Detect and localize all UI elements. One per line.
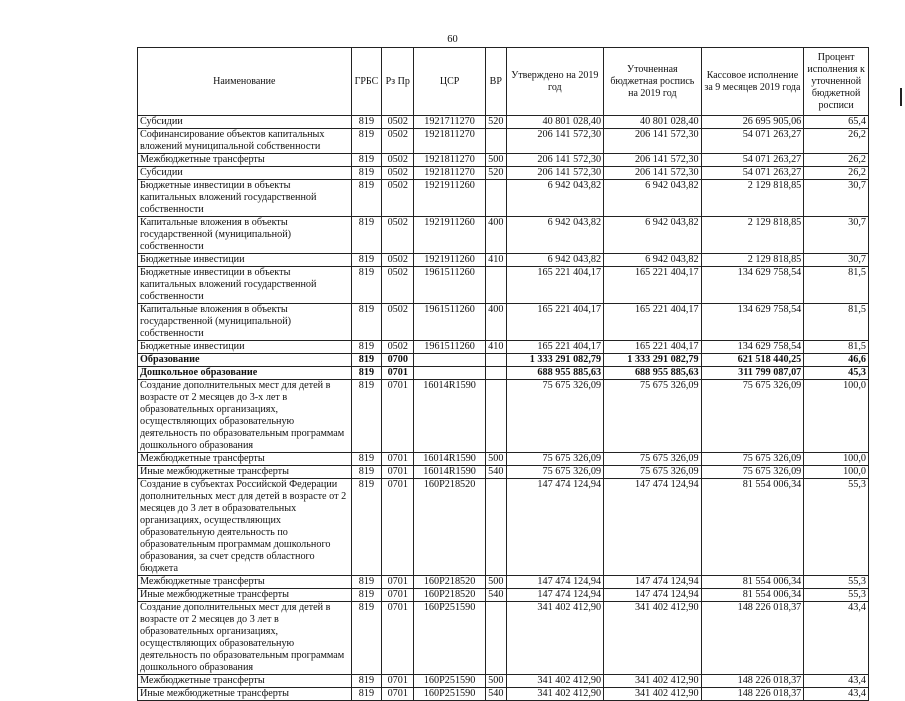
cell-percent: 43,4 [804, 602, 869, 675]
cell-percent: 100,0 [804, 466, 869, 479]
cell-name: Субсидии [138, 116, 352, 129]
cell-approved: 165 221 404,17 [506, 304, 604, 341]
cell-vr [486, 479, 507, 576]
cell-grbs: 819 [351, 453, 382, 466]
cell-csr: 1921811270 [414, 167, 486, 180]
cell-name: Капитальные вложения в объекты государственной (муниципальной) собственности [138, 217, 352, 254]
table-row [138, 116, 869, 129]
cell-rzpr: 0700 [382, 354, 414, 367]
cell-grbs: 819 [351, 380, 382, 453]
cell-approved: 1 333 291 082,79 [506, 354, 604, 367]
cell-vr [486, 129, 507, 154]
cell-approved: 206 141 572,30 [506, 154, 604, 167]
cell-refined: 165 221 404,17 [604, 267, 702, 304]
cell-refined: 40 801 028,40 [604, 116, 702, 129]
cell-approved: 6 942 043,82 [506, 180, 604, 217]
cell-cash: 54 071 263,27 [701, 167, 804, 180]
page-number: 60 [447, 34, 458, 45]
cell-grbs: 819 [351, 217, 382, 254]
cell-refined: 165 221 404,17 [604, 341, 702, 354]
table-header [138, 48, 869, 116]
cell-name: Бюджетные инвестиции в объекты капитальных вложений государственной собственности [138, 267, 352, 304]
cell-grbs: 819 [351, 688, 382, 701]
table-body [138, 116, 869, 701]
cell-vr: 500 [486, 453, 507, 466]
cell-rzpr: 0502 [382, 217, 414, 254]
cell-approved: 341 402 412,90 [506, 688, 604, 701]
cell-rzpr: 0701 [382, 589, 414, 602]
cell-vr: 410 [486, 341, 507, 354]
cell-grbs: 819 [351, 304, 382, 341]
cell-vr: 500 [486, 675, 507, 688]
cell-csr: 160P218520 [414, 589, 486, 602]
cell-csr: 1921911260 [414, 254, 486, 267]
cell-name: Создание дополнительных мест для детей в возрасте от 2 месяцев до 3-х лет в образовательных организациях, осуществляющих образовательную деятельность по образовательным программам дошкольного образования [138, 380, 352, 453]
cell-percent: 45,3 [804, 367, 869, 380]
cell-csr: 160P251590 [414, 675, 486, 688]
cell-name: Иные межбюджетные трансферты [138, 589, 352, 602]
table-row [138, 217, 869, 254]
cell-grbs: 819 [351, 180, 382, 217]
cell-approved: 75 675 326,09 [506, 453, 604, 466]
cell-vr: 520 [486, 167, 507, 180]
cell-vr: 520 [486, 116, 507, 129]
cell-cash: 54 071 263,27 [701, 129, 804, 154]
cell-approved: 165 221 404,17 [506, 341, 604, 354]
table-row [138, 167, 869, 180]
cell-approved: 147 474 124,94 [506, 589, 604, 602]
table-row [138, 688, 869, 701]
cell-approved: 147 474 124,94 [506, 576, 604, 589]
cell-cash: 148 226 018,37 [701, 675, 804, 688]
cell-percent: 43,4 [804, 675, 869, 688]
col-header-approved: Утверждено на 2019 год [506, 48, 604, 116]
cell-refined: 165 221 404,17 [604, 304, 702, 341]
table-row [138, 129, 869, 154]
cell-cash: 81 554 006,34 [701, 589, 804, 602]
cell-name: Бюджетные инвестиции в объекты капитальных вложений государственной собственности [138, 180, 352, 217]
cell-name: Межбюджетные трансферты [138, 453, 352, 466]
cell-csr: 160P218520 [414, 576, 486, 589]
cell-percent: 26,2 [804, 129, 869, 154]
cell-name: Иные межбюджетные трансферты [138, 466, 352, 479]
cell-vr: 540 [486, 589, 507, 602]
cell-refined: 206 141 572,30 [604, 167, 702, 180]
cell-csr: 16014R1590 [414, 466, 486, 479]
cell-csr: 1921811270 [414, 129, 486, 154]
cell-vr [486, 267, 507, 304]
table-row [138, 254, 869, 267]
table-row [138, 453, 869, 466]
col-header-cash: Кассовое исполнение за 9 месяцев 2019 года [701, 48, 804, 116]
cell-approved: 341 402 412,90 [506, 675, 604, 688]
cell-refined: 6 942 043,82 [604, 254, 702, 267]
cell-name: Межбюджетные трансферты [138, 154, 352, 167]
cell-percent: 30,7 [804, 254, 869, 267]
cell-rzpr: 0502 [382, 129, 414, 154]
cell-cash: 134 629 758,54 [701, 267, 804, 304]
cell-cash: 148 226 018,37 [701, 602, 804, 675]
cell-vr: 540 [486, 688, 507, 701]
cell-rzpr: 0701 [382, 380, 414, 453]
cell-approved: 40 801 028,40 [506, 116, 604, 129]
table-row [138, 367, 869, 380]
cell-csr: 160P218520 [414, 479, 486, 576]
cell-grbs: 819 [351, 341, 382, 354]
cell-vr [486, 367, 507, 380]
cell-refined: 341 402 412,90 [604, 688, 702, 701]
cell-vr: 540 [486, 466, 507, 479]
cell-rzpr: 0701 [382, 367, 414, 380]
cell-refined: 206 141 572,30 [604, 129, 702, 154]
cell-name: Бюджетные инвестиции [138, 341, 352, 354]
cell-refined: 147 474 124,94 [604, 576, 702, 589]
col-header-csr: ЦСР [414, 48, 486, 116]
cell-percent: 100,0 [804, 453, 869, 466]
table-row [138, 380, 869, 453]
table-row [138, 304, 869, 341]
cell-csr [414, 367, 486, 380]
table-row [138, 180, 869, 217]
cell-approved: 147 474 124,94 [506, 479, 604, 576]
cell-approved: 6 942 043,82 [506, 217, 604, 254]
cell-name: Межбюджетные трансферты [138, 576, 352, 589]
cell-approved: 341 402 412,90 [506, 602, 604, 675]
cell-grbs: 819 [351, 675, 382, 688]
cell-refined: 75 675 326,09 [604, 380, 702, 453]
cell-rzpr: 0502 [382, 154, 414, 167]
cell-cash: 621 518 440,25 [701, 354, 804, 367]
cell-grbs: 819 [351, 116, 382, 129]
cell-percent: 30,7 [804, 217, 869, 254]
cell-rzpr: 0502 [382, 180, 414, 217]
cell-cash: 311 799 087,07 [701, 367, 804, 380]
cell-percent: 55,3 [804, 479, 869, 576]
cell-cash: 75 675 326,09 [701, 453, 804, 466]
cell-percent: 55,3 [804, 589, 869, 602]
cell-refined: 1 333 291 082,79 [604, 354, 702, 367]
cell-refined: 688 955 885,63 [604, 367, 702, 380]
cell-grbs: 819 [351, 267, 382, 304]
cell-cash: 75 675 326,09 [701, 466, 804, 479]
cell-refined: 75 675 326,09 [604, 466, 702, 479]
cell-rzpr: 0701 [382, 602, 414, 675]
table-row [138, 589, 869, 602]
cell-approved: 206 141 572,30 [506, 129, 604, 154]
cell-approved: 165 221 404,17 [506, 267, 604, 304]
cell-refined: 6 942 043,82 [604, 217, 702, 254]
cell-csr: 1921811270 [414, 154, 486, 167]
cell-cash: 148 226 018,37 [701, 688, 804, 701]
cell-rzpr: 0701 [382, 479, 414, 576]
cell-grbs: 819 [351, 167, 382, 180]
cell-percent: 43,4 [804, 688, 869, 701]
cell-percent: 55,3 [804, 576, 869, 589]
cell-cash: 2 129 818,85 [701, 217, 804, 254]
cell-grbs: 819 [351, 354, 382, 367]
cell-cash: 2 129 818,85 [701, 180, 804, 217]
cell-cash: 75 675 326,09 [701, 380, 804, 453]
cell-cash: 134 629 758,54 [701, 304, 804, 341]
table-row [138, 479, 869, 576]
col-header-rzpr: Рз Пр [382, 48, 414, 116]
cell-csr: 1961511260 [414, 341, 486, 354]
cell-csr: 1921711270 [414, 116, 486, 129]
cell-name: Субсидии [138, 167, 352, 180]
budget-table [137, 47, 869, 701]
col-header-grbs: ГРБС [351, 48, 382, 116]
cell-percent: 81,5 [804, 267, 869, 304]
cell-percent: 26,2 [804, 154, 869, 167]
cell-refined: 147 474 124,94 [604, 479, 702, 576]
cell-refined: 75 675 326,09 [604, 453, 702, 466]
cell-refined: 341 402 412,90 [604, 675, 702, 688]
cell-csr: 16014R1590 [414, 380, 486, 453]
cell-grbs: 819 [351, 602, 382, 675]
cell-name: Создание дополнительных мест для детей в возрасте от 2 месяцев до 3 лет в образовательных организациях, осуществляющих образовательную деятельность по образовательным программам дошкольного образования [138, 602, 352, 675]
cell-csr: 1961511260 [414, 267, 486, 304]
cell-grbs: 819 [351, 466, 382, 479]
cell-percent: 81,5 [804, 304, 869, 341]
cell-cash: 26 695 905,06 [701, 116, 804, 129]
cell-rzpr: 0701 [382, 675, 414, 688]
cell-vr: 400 [486, 217, 507, 254]
cell-vr [486, 180, 507, 217]
table-row [138, 354, 869, 367]
cell-vr: 500 [486, 154, 507, 167]
cell-csr: 160P251590 [414, 688, 486, 701]
cell-grbs: 819 [351, 367, 382, 380]
cell-name: Образование [138, 354, 352, 367]
cell-rzpr: 0502 [382, 341, 414, 354]
cell-rzpr: 0502 [382, 167, 414, 180]
cell-grbs: 819 [351, 576, 382, 589]
col-header-percent: Процент исполнения к уточненной бюджетной росписи [804, 48, 869, 116]
cell-rzpr: 0701 [382, 466, 414, 479]
col-header-refined: Уточненная бюджетная роспись на 2019 год [604, 48, 702, 116]
cell-refined: 341 402 412,90 [604, 602, 702, 675]
cell-percent: 46,6 [804, 354, 869, 367]
table-row [138, 154, 869, 167]
table-row [138, 267, 869, 304]
cell-cash: 2 129 818,85 [701, 254, 804, 267]
cell-vr [486, 602, 507, 675]
col-header-vr: ВР [486, 48, 507, 116]
cell-vr [486, 354, 507, 367]
cell-name: Дошкольное образование [138, 367, 352, 380]
cell-refined: 6 942 043,82 [604, 180, 702, 217]
cell-grbs: 819 [351, 254, 382, 267]
table-row [138, 576, 869, 589]
cell-approved: 688 955 885,63 [506, 367, 604, 380]
cell-csr [414, 354, 486, 367]
cell-approved: 75 675 326,09 [506, 380, 604, 453]
cell-rzpr: 0502 [382, 254, 414, 267]
table-row [138, 602, 869, 675]
scan-edge-mark [900, 88, 902, 106]
cell-name: Софинансирование объектов капитальных вложений муниципальной собственности [138, 129, 352, 154]
cell-percent: 30,7 [804, 180, 869, 217]
cell-percent: 100,0 [804, 380, 869, 453]
cell-grbs: 819 [351, 589, 382, 602]
cell-vr: 500 [486, 576, 507, 589]
cell-percent: 81,5 [804, 341, 869, 354]
cell-cash: 81 554 006,34 [701, 576, 804, 589]
cell-approved: 6 942 043,82 [506, 254, 604, 267]
cell-approved: 206 141 572,30 [506, 167, 604, 180]
cell-vr: 410 [486, 254, 507, 267]
cell-name: Бюджетные инвестиции [138, 254, 352, 267]
cell-rzpr: 0502 [382, 267, 414, 304]
cell-cash: 134 629 758,54 [701, 341, 804, 354]
cell-csr: 16014R1590 [414, 453, 486, 466]
cell-percent: 26,2 [804, 167, 869, 180]
cell-refined: 147 474 124,94 [604, 589, 702, 602]
cell-refined: 206 141 572,30 [604, 154, 702, 167]
cell-rzpr: 0502 [382, 304, 414, 341]
cell-rzpr: 0701 [382, 688, 414, 701]
cell-cash: 54 071 263,27 [701, 154, 804, 167]
table-row [138, 466, 869, 479]
cell-csr: 160P251590 [414, 602, 486, 675]
cell-grbs: 819 [351, 129, 382, 154]
cell-csr: 1961511260 [414, 304, 486, 341]
cell-csr: 1921911260 [414, 180, 486, 217]
cell-percent: 65,4 [804, 116, 869, 129]
cell-name: Создание в субъектах Российской Федерации дополнительных мест для детей в возрасте от 2 месяцев до 3 лет в образовательных организациях, осуществляющих образовательную деятельность по образовательным программам дошкольного образования, за счет средств областного бюджета [138, 479, 352, 576]
cell-name: Межбюджетные трансферты [138, 675, 352, 688]
cell-vr [486, 380, 507, 453]
cell-grbs: 819 [351, 154, 382, 167]
cell-approved: 75 675 326,09 [506, 466, 604, 479]
cell-grbs: 819 [351, 479, 382, 576]
cell-rzpr: 0701 [382, 453, 414, 466]
cell-cash: 81 554 006,34 [701, 479, 804, 576]
cell-vr: 400 [486, 304, 507, 341]
col-header-name: Наименование [138, 48, 352, 116]
cell-name: Капитальные вложения в объекты государственной (муниципальной) собственности [138, 304, 352, 341]
cell-csr: 1921911260 [414, 217, 486, 254]
cell-name: Иные межбюджетные трансферты [138, 688, 352, 701]
table-row [138, 341, 869, 354]
cell-rzpr: 0502 [382, 116, 414, 129]
table-row [138, 675, 869, 688]
cell-rzpr: 0701 [382, 576, 414, 589]
